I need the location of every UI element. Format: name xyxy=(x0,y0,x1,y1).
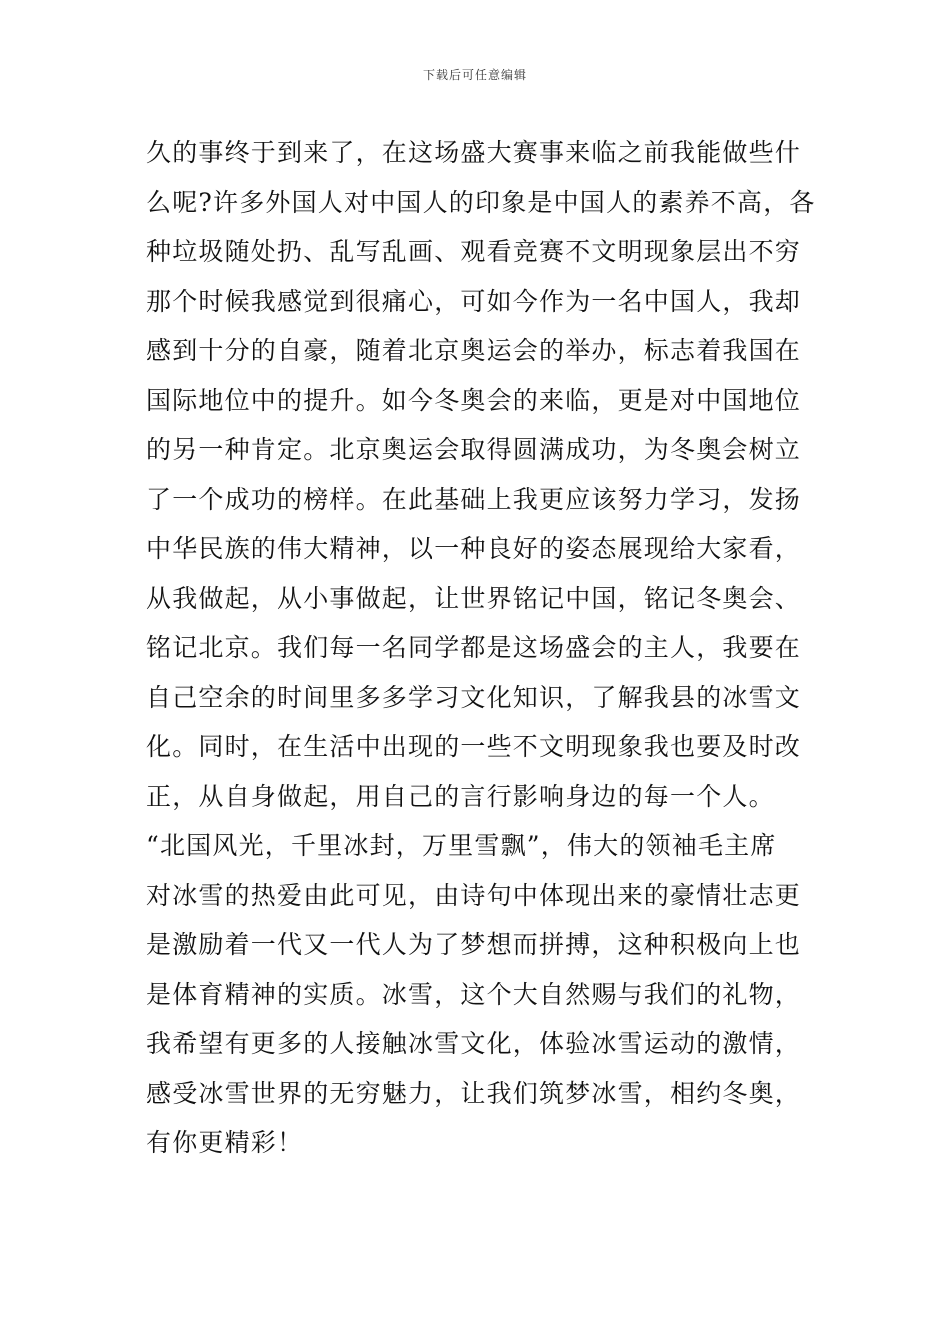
header-note: 下载后可任意编辑 xyxy=(422,68,527,82)
text-line: 化。同时，在生活中出现的一些不文明现象我也要及时改 xyxy=(146,732,802,761)
text-line: 感受冰雪世界的无穷魅力，让我们筑梦冰雪，相约冬奥， xyxy=(146,1078,802,1108)
text-line: “北国风光，千里冰封，万里雪飘”，伟大的领袖毛主席 xyxy=(146,831,777,860)
text-line: 自己空余的时间里多多学习文化知识，了解我县的冰雪文 xyxy=(146,682,802,712)
text-line: 我希望有更多的人接触冰雪文化，体验冰雪运动的激情， xyxy=(146,1029,802,1058)
text-line: 铭记北京。我们每一名同学都是这场盛会的主人，我要在 xyxy=(146,633,802,662)
text-line: 感到十分的自豪，随着北京奥运会的举办，标志着我国在 xyxy=(146,336,802,365)
text-line: 么呢?许多外国人对中国人的印象是中国人的素养不高，各 xyxy=(146,187,816,217)
text-line: 中华民族的伟大精神，以一种良好的姿态展现给大家看， xyxy=(146,534,802,563)
text-line: 那个时候我感觉到很痛心，可如今作为一名中国人，我却 xyxy=(146,286,802,316)
text-line: 种垃圾随处扔、乱写乱画、观看竞赛不文明现象层出不穷 xyxy=(146,237,802,266)
text-line: 是体育精神的实质。冰雪，这个大自然赐与我们的礼物， xyxy=(146,979,802,1009)
document-body xyxy=(146,128,816,1168)
text-line: 的另一种肯定。北京奥运会取得圆满成功，为冬奥会树立 xyxy=(146,435,802,464)
text-line: 了一个成功的榜样。在此基础上我更应该努力学习，发扬 xyxy=(146,484,802,514)
text-line: 对冰雪的热爱由此可见，由诗句中体现出来的豪情壮志更 xyxy=(146,880,802,910)
text-line: 国际地位中的提升。如今冬奥会的来临，更是对中国地位 xyxy=(146,385,802,415)
text-line: 久的事终于到来了，在这场盛大赛事来临之前我能做些什 xyxy=(146,138,802,167)
text-line: 是激励着一代又一代人为了梦想而拼搏，这种积极向上也 xyxy=(146,930,802,959)
text-line: 从我做起，从小事做起，让世界铭记中国，铭记冬奥会、 xyxy=(146,583,802,613)
text-line: 有你更精彩！ xyxy=(146,1128,304,1157)
text-line: 正，从自身做起，用自己的言行影响身边的每一个人。 xyxy=(146,781,775,811)
